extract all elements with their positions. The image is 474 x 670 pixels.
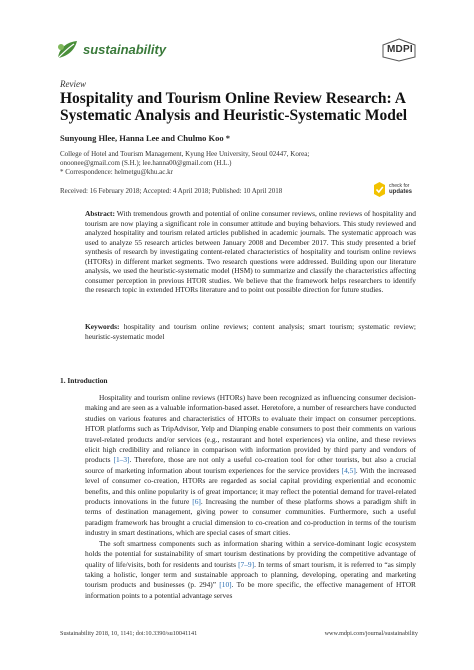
affiliation-emails: onoonee@gmail.com (S.H.); lee.hanna00@gmail.com (H.L.) — [60, 159, 232, 167]
citation-link[interactable]: [6] — [192, 497, 201, 507]
p1-text-a: Hospitality and tourism online reviews (HTORs) have been recognized as influencing consumer decision-making and are seen as a valuable information-based asset. Heretofore, a number of researchers have conducted studies on various features and characteristics of HTORs to evaluate their impact on consumer perceptions. HTOR platforms such as TripAdvisor, Yelp and Dianping enable consumers to post their comments on various travel-related products and/or services (e.g., restaurant and hotel experiences) via online, and these reviews elicit high credibility and reliance in comparison with information provided by third party and vendors of products — [85, 393, 416, 465]
check-updates-text — [389, 183, 412, 195]
correspondence-line: * Correspondence: helmetgu@khu.ac.kr — [60, 168, 173, 176]
journal-name: sustainability — [83, 42, 167, 57]
publication-dates: Received: 16 February 2018; Accepted: 4 April 2018; Published: 10 April 2018 — [60, 187, 283, 195]
section-heading: 1. Introduction — [60, 376, 108, 385]
p2-text-c: . To be more specific, the effective management of HTOR information points to a potential advantage serves — [85, 580, 416, 600]
citation-link[interactable]: [1–3] — [113, 455, 130, 465]
article-title: Hospitality and Tourism Online Review Research: A Systematic Analysis and Heuristic-Systematic Model — [60, 90, 408, 124]
check-updates-icon — [372, 181, 387, 198]
affiliation-block — [60, 150, 400, 177]
article-authors: Sunyoung Hlee, Hanna Lee and Chulmo Koo * — [60, 133, 231, 143]
abstract-label: Abstract: — [85, 209, 115, 218]
check-for-updates-badge[interactable] — [372, 181, 418, 203]
journal-header — [55, 36, 419, 66]
p2-text-b: . In terms of smart tourism, it is referred to “as simply taking a holistic, longer term and sustainable approach to planning, developing, operating and marketing tourism products and businesses (p. 294)” — [85, 559, 416, 590]
check-updates-line2: updates — [389, 189, 413, 195]
mdpi-logo — [379, 38, 419, 62]
paragraph-2 — [85, 539, 416, 601]
footer-citation: Sustainability 2018, 10, 1141; doi:10.3390/su10041141 — [60, 630, 198, 637]
footer-journal-url[interactable]: www.mdpi.com/journal/sustainability — [324, 630, 418, 637]
keywords-text: hospitality and tourism online reviews; content analysis; smart tourism; systematic review; heuristic-systematic model — [85, 322, 416, 341]
body-text — [85, 393, 416, 601]
mdpi-logo-text: MDPI — [387, 44, 413, 55]
abstract — [85, 209, 416, 295]
keywords-label: Keywords: — [85, 322, 120, 331]
p1-text-c: . With the increased level of consumer co-creation, HTORs are regarded as social capital providing experiential and economic benefits, and this online popularity is of great importance; it may reflect the potential demand for travel-related products innovations in the future — [85, 465, 417, 507]
affiliation-line: College of Hotel and Tourism Management, Kyung Hee University, Seoul 02447, Korea; — [60, 150, 310, 158]
article-type: Review — [60, 79, 86, 89]
citation-link[interactable]: [4,5] — [341, 465, 356, 475]
abstract-text: With tremendous growth and potential of online consumer reviews, online reviews of hospitality and tourism are now playing a significant role in consumer attitude and buying behaviors. This study reviewed and analyzed hospitality and tourism related articles published in academic journals. The systematic approach was used to analyze 55 research articles between January 2008 and December 2017. This study presented a brief synthesis of research by investigating content-related characteristics of hospitality and tourism online reviews (HTORs) in different market segments. Two research questions were addressed. Building upon our literature analysis, we used the heuristic-systematic model (HSM) to summarize and classify the characteristics affecting consumer perception in previous HTOR studies. We believe that the framework helps researchers to identify the research topic in extended HTORs literature and to point out possible direction for future studies. — [85, 209, 417, 295]
paragraph-1 — [85, 393, 416, 539]
p1-text-d: . Increasing the number of these platforms shows a paradigm shift in terms of destination management, giving power to consumer communities. Furthermore, such a useful paradigm framework has brought a crucial dimension to co-creation and co-production in terms of the tourism industry in smart destinations, which are special cases of smart cities. — [85, 497, 417, 538]
citation-link[interactable]: [10] — [219, 580, 232, 590]
p2-text-a: The soft smartness components such as information sharing within a service-dominant logic ecosystem holds the potential for sustainability of smart tourism destinations by providing the competitive advantage of quality of life/visits, both for residents and tourists — [85, 538, 416, 569]
citation-link[interactable]: [7–9] — [238, 559, 255, 569]
leaf-logo-icon — [55, 39, 79, 61]
check-updates-line1: check for — [389, 183, 410, 189]
keywords — [85, 322, 416, 341]
p1-text-b: . Therefore, those are not only a useful co-creation tool for other tourists, but also a crucial source of marketing information about tourism experiences for the service providers — [85, 455, 416, 475]
